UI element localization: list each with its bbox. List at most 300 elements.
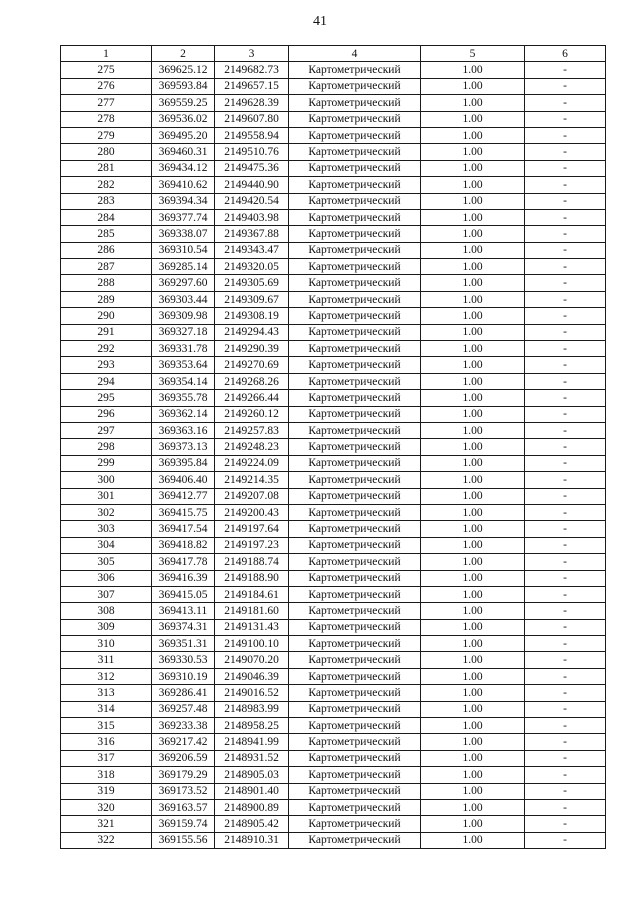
method-cell: Картометрический bbox=[289, 341, 421, 357]
method-cell: Картометрический bbox=[289, 308, 421, 324]
table-row bbox=[61, 439, 606, 455]
description-cell: - bbox=[525, 783, 606, 799]
x-coordinate-cell: 369338.07 bbox=[152, 226, 215, 242]
y-coordinate-cell: 2149257.83 bbox=[215, 422, 289, 438]
description-cell: - bbox=[525, 521, 606, 537]
x-coordinate-cell: 369415.05 bbox=[152, 586, 215, 602]
accuracy-cell: 1.00 bbox=[421, 324, 525, 340]
y-coordinate-cell: 2149188.74 bbox=[215, 554, 289, 570]
method-cell: Картометрический bbox=[289, 718, 421, 734]
table-row bbox=[61, 193, 606, 209]
coordinates-table bbox=[60, 45, 606, 849]
accuracy-cell: 1.00 bbox=[421, 554, 525, 570]
description-cell: - bbox=[525, 324, 606, 340]
x-coordinate-cell: 369395.84 bbox=[152, 455, 215, 471]
method-cell: Картометрический bbox=[289, 455, 421, 471]
x-coordinate-cell: 369173.52 bbox=[152, 783, 215, 799]
y-coordinate-cell: 2148905.42 bbox=[215, 816, 289, 832]
accuracy-cell: 1.00 bbox=[421, 78, 525, 94]
accuracy-cell: 1.00 bbox=[421, 816, 525, 832]
table-row bbox=[61, 144, 606, 160]
point-number-cell: 297 bbox=[61, 422, 152, 438]
point-number-cell: 295 bbox=[61, 390, 152, 406]
x-coordinate-cell: 369410.62 bbox=[152, 177, 215, 193]
accuracy-cell: 1.00 bbox=[421, 127, 525, 143]
description-cell: - bbox=[525, 242, 606, 258]
point-number-cell: 306 bbox=[61, 570, 152, 586]
y-coordinate-cell: 2149100.10 bbox=[215, 636, 289, 652]
x-coordinate-cell: 369179.29 bbox=[152, 767, 215, 783]
x-coordinate-cell: 369285.14 bbox=[152, 259, 215, 275]
point-number-cell: 320 bbox=[61, 799, 152, 815]
description-cell: - bbox=[525, 95, 606, 111]
x-coordinate-cell: 369331.78 bbox=[152, 341, 215, 357]
y-coordinate-cell: 2149403.98 bbox=[215, 209, 289, 225]
description-cell: - bbox=[525, 832, 606, 848]
x-coordinate-cell: 369416.39 bbox=[152, 570, 215, 586]
x-coordinate-cell: 369309.98 bbox=[152, 308, 215, 324]
point-number-cell: 318 bbox=[61, 767, 152, 783]
method-cell: Картометрический bbox=[289, 816, 421, 832]
point-number-cell: 277 bbox=[61, 95, 152, 111]
x-coordinate-cell: 369206.59 bbox=[152, 750, 215, 766]
point-number-cell: 312 bbox=[61, 668, 152, 684]
method-cell: Картометрический bbox=[289, 422, 421, 438]
point-number-cell: 299 bbox=[61, 455, 152, 471]
y-coordinate-cell: 2149260.12 bbox=[215, 406, 289, 422]
description-cell: - bbox=[525, 504, 606, 520]
x-coordinate-cell: 369412.77 bbox=[152, 488, 215, 504]
point-number-cell: 314 bbox=[61, 701, 152, 717]
y-coordinate-cell: 2148910.31 bbox=[215, 832, 289, 848]
description-cell: - bbox=[525, 750, 606, 766]
description-cell: - bbox=[525, 701, 606, 717]
accuracy-cell: 1.00 bbox=[421, 750, 525, 766]
description-cell: - bbox=[525, 799, 606, 815]
table-row bbox=[61, 177, 606, 193]
method-cell: Картометрический bbox=[289, 767, 421, 783]
table-row bbox=[61, 357, 606, 373]
x-coordinate-cell: 369593.84 bbox=[152, 78, 215, 94]
accuracy-cell: 1.00 bbox=[421, 734, 525, 750]
accuracy-cell: 1.00 bbox=[421, 177, 525, 193]
description-cell: - bbox=[525, 422, 606, 438]
method-cell: Картометрический bbox=[289, 177, 421, 193]
method-cell: Картометрический bbox=[289, 209, 421, 225]
description-cell: - bbox=[525, 308, 606, 324]
accuracy-cell: 1.00 bbox=[421, 718, 525, 734]
x-coordinate-cell: 369413.11 bbox=[152, 603, 215, 619]
method-cell: Картометрический bbox=[289, 127, 421, 143]
point-number-cell: 290 bbox=[61, 308, 152, 324]
y-coordinate-cell: 2149367.88 bbox=[215, 226, 289, 242]
x-coordinate-cell: 369406.40 bbox=[152, 472, 215, 488]
method-cell: Картометрический bbox=[289, 160, 421, 176]
y-coordinate-cell: 2149305.69 bbox=[215, 275, 289, 291]
description-cell: - bbox=[525, 127, 606, 143]
accuracy-cell: 1.00 bbox=[421, 275, 525, 291]
accuracy-cell: 1.00 bbox=[421, 832, 525, 848]
description-cell: - bbox=[525, 390, 606, 406]
x-coordinate-cell: 369417.54 bbox=[152, 521, 215, 537]
method-cell: Картометрический bbox=[289, 783, 421, 799]
x-coordinate-cell: 369417.78 bbox=[152, 554, 215, 570]
description-cell: - bbox=[525, 275, 606, 291]
description-cell: - bbox=[525, 439, 606, 455]
method-cell: Картометрический bbox=[289, 619, 421, 635]
method-cell: Картометрический bbox=[289, 78, 421, 94]
x-coordinate-cell: 369377.74 bbox=[152, 209, 215, 225]
point-number-cell: 286 bbox=[61, 242, 152, 258]
method-cell: Картометрический bbox=[289, 259, 421, 275]
description-cell: - bbox=[525, 111, 606, 127]
accuracy-cell: 1.00 bbox=[421, 570, 525, 586]
description-cell: - bbox=[525, 488, 606, 504]
table-row bbox=[61, 685, 606, 701]
x-coordinate-cell: 369415.75 bbox=[152, 504, 215, 520]
accuracy-cell: 1.00 bbox=[421, 537, 525, 553]
y-coordinate-cell: 2149046.39 bbox=[215, 668, 289, 684]
accuracy-cell: 1.00 bbox=[421, 422, 525, 438]
point-number-cell: 296 bbox=[61, 406, 152, 422]
accuracy-cell: 1.00 bbox=[421, 701, 525, 717]
table-row bbox=[61, 341, 606, 357]
x-coordinate-cell: 369310.19 bbox=[152, 668, 215, 684]
accuracy-cell: 1.00 bbox=[421, 242, 525, 258]
description-cell: - bbox=[525, 586, 606, 602]
y-coordinate-cell: 2149266.44 bbox=[215, 390, 289, 406]
x-coordinate-cell: 369625.12 bbox=[152, 62, 215, 78]
accuracy-cell: 1.00 bbox=[421, 603, 525, 619]
accuracy-cell: 1.00 bbox=[421, 472, 525, 488]
point-number-cell: 294 bbox=[61, 373, 152, 389]
point-number-cell: 301 bbox=[61, 488, 152, 504]
column-header: 2 bbox=[152, 46, 215, 62]
accuracy-cell: 1.00 bbox=[421, 521, 525, 537]
point-number-cell: 278 bbox=[61, 111, 152, 127]
y-coordinate-cell: 2148905.03 bbox=[215, 767, 289, 783]
x-coordinate-cell: 369233.38 bbox=[152, 718, 215, 734]
x-coordinate-cell: 369257.48 bbox=[152, 701, 215, 717]
description-cell: - bbox=[525, 472, 606, 488]
method-cell: Картометрический bbox=[289, 472, 421, 488]
method-cell: Картометрический bbox=[289, 701, 421, 717]
description-cell: - bbox=[525, 718, 606, 734]
y-coordinate-cell: 2149197.64 bbox=[215, 521, 289, 537]
x-coordinate-cell: 369310.54 bbox=[152, 242, 215, 258]
method-cell: Картометрический bbox=[289, 144, 421, 160]
point-number-cell: 291 bbox=[61, 324, 152, 340]
accuracy-cell: 1.00 bbox=[421, 636, 525, 652]
point-number-cell: 317 bbox=[61, 750, 152, 766]
y-coordinate-cell: 2149628.39 bbox=[215, 95, 289, 111]
y-coordinate-cell: 2148931.52 bbox=[215, 750, 289, 766]
method-cell: Картометрический bbox=[289, 275, 421, 291]
description-cell: - bbox=[525, 341, 606, 357]
table-row bbox=[61, 95, 606, 111]
method-cell: Картометрический bbox=[289, 799, 421, 815]
y-coordinate-cell: 2149475.36 bbox=[215, 160, 289, 176]
method-cell: Картометрический bbox=[289, 685, 421, 701]
y-coordinate-cell: 2149184.61 bbox=[215, 586, 289, 602]
accuracy-cell: 1.00 bbox=[421, 799, 525, 815]
column-header: 4 bbox=[289, 46, 421, 62]
method-cell: Картометрический bbox=[289, 554, 421, 570]
y-coordinate-cell: 2149070.20 bbox=[215, 652, 289, 668]
description-cell: - bbox=[525, 816, 606, 832]
description-cell: - bbox=[525, 78, 606, 94]
x-coordinate-cell: 369355.78 bbox=[152, 390, 215, 406]
point-number-cell: 307 bbox=[61, 586, 152, 602]
point-number-cell: 308 bbox=[61, 603, 152, 619]
method-cell: Картометрический bbox=[289, 373, 421, 389]
x-coordinate-cell: 369353.64 bbox=[152, 357, 215, 373]
x-coordinate-cell: 369434.12 bbox=[152, 160, 215, 176]
table-header-row bbox=[61, 46, 606, 62]
description-cell: - bbox=[525, 373, 606, 389]
column-header: 1 bbox=[61, 46, 152, 62]
table-row bbox=[61, 422, 606, 438]
method-cell: Картометрический bbox=[289, 537, 421, 553]
table-row bbox=[61, 799, 606, 815]
table-row bbox=[61, 373, 606, 389]
method-cell: Картометрический bbox=[289, 291, 421, 307]
accuracy-cell: 1.00 bbox=[421, 406, 525, 422]
point-number-cell: 303 bbox=[61, 521, 152, 537]
table-row bbox=[61, 259, 606, 275]
accuracy-cell: 1.00 bbox=[421, 619, 525, 635]
point-number-cell: 304 bbox=[61, 537, 152, 553]
method-cell: Картометрический bbox=[289, 95, 421, 111]
x-coordinate-cell: 369303.44 bbox=[152, 291, 215, 307]
table-body bbox=[61, 62, 606, 849]
x-coordinate-cell: 369286.41 bbox=[152, 685, 215, 701]
table-row bbox=[61, 455, 606, 471]
method-cell: Картометрический bbox=[289, 226, 421, 242]
y-coordinate-cell: 2148941.99 bbox=[215, 734, 289, 750]
accuracy-cell: 1.00 bbox=[421, 226, 525, 242]
method-cell: Картометрический bbox=[289, 652, 421, 668]
table-row bbox=[61, 127, 606, 143]
y-coordinate-cell: 2149294.43 bbox=[215, 324, 289, 340]
y-coordinate-cell: 2149214.35 bbox=[215, 472, 289, 488]
y-coordinate-cell: 2149200.43 bbox=[215, 504, 289, 520]
table-row bbox=[61, 750, 606, 766]
y-coordinate-cell: 2149607.80 bbox=[215, 111, 289, 127]
point-number-cell: 288 bbox=[61, 275, 152, 291]
table-row bbox=[61, 406, 606, 422]
description-cell: - bbox=[525, 357, 606, 373]
point-number-cell: 302 bbox=[61, 504, 152, 520]
point-number-cell: 281 bbox=[61, 160, 152, 176]
accuracy-cell: 1.00 bbox=[421, 357, 525, 373]
method-cell: Картометрический bbox=[289, 636, 421, 652]
method-cell: Картометрический bbox=[289, 521, 421, 537]
point-number-cell: 276 bbox=[61, 78, 152, 94]
method-cell: Картометрический bbox=[289, 603, 421, 619]
table-row bbox=[61, 783, 606, 799]
description-cell: - bbox=[525, 406, 606, 422]
method-cell: Картометрический bbox=[289, 242, 421, 258]
description-cell: - bbox=[525, 734, 606, 750]
accuracy-cell: 1.00 bbox=[421, 652, 525, 668]
description-cell: - bbox=[525, 570, 606, 586]
table-row bbox=[61, 111, 606, 127]
description-cell: - bbox=[525, 652, 606, 668]
point-number-cell: 321 bbox=[61, 816, 152, 832]
x-coordinate-cell: 369159.74 bbox=[152, 816, 215, 832]
accuracy-cell: 1.00 bbox=[421, 259, 525, 275]
point-number-cell: 319 bbox=[61, 783, 152, 799]
description-cell: - bbox=[525, 603, 606, 619]
table-row bbox=[61, 636, 606, 652]
method-cell: Картометрический bbox=[289, 750, 421, 766]
point-number-cell: 279 bbox=[61, 127, 152, 143]
table-row bbox=[61, 570, 606, 586]
point-number-cell: 283 bbox=[61, 193, 152, 209]
point-number-cell: 316 bbox=[61, 734, 152, 750]
accuracy-cell: 1.00 bbox=[421, 455, 525, 471]
description-cell: - bbox=[525, 554, 606, 570]
table-row bbox=[61, 275, 606, 291]
method-cell: Картометрический bbox=[289, 357, 421, 373]
x-coordinate-cell: 369217.42 bbox=[152, 734, 215, 750]
y-coordinate-cell: 2149248.23 bbox=[215, 439, 289, 455]
y-coordinate-cell: 2149510.76 bbox=[215, 144, 289, 160]
table-row bbox=[61, 554, 606, 570]
accuracy-cell: 1.00 bbox=[421, 160, 525, 176]
x-coordinate-cell: 369155.56 bbox=[152, 832, 215, 848]
y-coordinate-cell: 2149420.54 bbox=[215, 193, 289, 209]
method-cell: Картометрический bbox=[289, 586, 421, 602]
accuracy-cell: 1.00 bbox=[421, 144, 525, 160]
description-cell: - bbox=[525, 291, 606, 307]
method-cell: Картометрический bbox=[289, 488, 421, 504]
x-coordinate-cell: 369559.25 bbox=[152, 95, 215, 111]
y-coordinate-cell: 2149188.90 bbox=[215, 570, 289, 586]
table-row bbox=[61, 226, 606, 242]
table-row bbox=[61, 619, 606, 635]
table-row bbox=[61, 488, 606, 504]
point-number-cell: 292 bbox=[61, 341, 152, 357]
method-cell: Картометрический bbox=[289, 390, 421, 406]
description-cell: - bbox=[525, 619, 606, 635]
y-coordinate-cell: 2149440.90 bbox=[215, 177, 289, 193]
description-cell: - bbox=[525, 537, 606, 553]
point-number-cell: 280 bbox=[61, 144, 152, 160]
description-cell: - bbox=[525, 144, 606, 160]
table-row bbox=[61, 160, 606, 176]
table-row bbox=[61, 668, 606, 684]
table-row bbox=[61, 291, 606, 307]
table-row bbox=[61, 504, 606, 520]
table-row bbox=[61, 586, 606, 602]
point-number-cell: 313 bbox=[61, 685, 152, 701]
y-coordinate-cell: 2149270.69 bbox=[215, 357, 289, 373]
y-coordinate-cell: 2149268.26 bbox=[215, 373, 289, 389]
accuracy-cell: 1.00 bbox=[421, 111, 525, 127]
point-number-cell: 289 bbox=[61, 291, 152, 307]
accuracy-cell: 1.00 bbox=[421, 95, 525, 111]
y-coordinate-cell: 2148983.99 bbox=[215, 701, 289, 717]
y-coordinate-cell: 2149309.67 bbox=[215, 291, 289, 307]
y-coordinate-cell: 2149558.94 bbox=[215, 127, 289, 143]
method-cell: Картометрический bbox=[289, 832, 421, 848]
x-coordinate-cell: 369362.14 bbox=[152, 406, 215, 422]
accuracy-cell: 1.00 bbox=[421, 209, 525, 225]
y-coordinate-cell: 2149181.60 bbox=[215, 603, 289, 619]
accuracy-cell: 1.00 bbox=[421, 668, 525, 684]
table-row bbox=[61, 390, 606, 406]
y-coordinate-cell: 2149682.73 bbox=[215, 62, 289, 78]
x-coordinate-cell: 369351.31 bbox=[152, 636, 215, 652]
description-cell: - bbox=[525, 767, 606, 783]
method-cell: Картометрический bbox=[289, 406, 421, 422]
method-cell: Картометрический bbox=[289, 193, 421, 209]
method-cell: Картометрический bbox=[289, 504, 421, 520]
point-number-cell: 284 bbox=[61, 209, 152, 225]
table-row bbox=[61, 308, 606, 324]
description-cell: - bbox=[525, 455, 606, 471]
column-header: 3 bbox=[215, 46, 289, 62]
accuracy-cell: 1.00 bbox=[421, 586, 525, 602]
method-cell: Картометрический bbox=[289, 111, 421, 127]
description-cell: - bbox=[525, 259, 606, 275]
table-row bbox=[61, 242, 606, 258]
table-row bbox=[61, 767, 606, 783]
accuracy-cell: 1.00 bbox=[421, 685, 525, 701]
description-cell: - bbox=[525, 209, 606, 225]
x-coordinate-cell: 369536.02 bbox=[152, 111, 215, 127]
point-number-cell: 285 bbox=[61, 226, 152, 242]
table-row bbox=[61, 537, 606, 553]
x-coordinate-cell: 369460.31 bbox=[152, 144, 215, 160]
method-cell: Картометрический bbox=[289, 324, 421, 340]
point-number-cell: 282 bbox=[61, 177, 152, 193]
accuracy-cell: 1.00 bbox=[421, 390, 525, 406]
column-header: 6 bbox=[525, 46, 606, 62]
accuracy-cell: 1.00 bbox=[421, 767, 525, 783]
description-cell: - bbox=[525, 160, 606, 176]
accuracy-cell: 1.00 bbox=[421, 291, 525, 307]
method-cell: Картометрический bbox=[289, 570, 421, 586]
x-coordinate-cell: 369363.16 bbox=[152, 422, 215, 438]
y-coordinate-cell: 2149224.09 bbox=[215, 455, 289, 471]
accuracy-cell: 1.00 bbox=[421, 439, 525, 455]
accuracy-cell: 1.00 bbox=[421, 308, 525, 324]
y-coordinate-cell: 2149320.05 bbox=[215, 259, 289, 275]
description-cell: - bbox=[525, 636, 606, 652]
description-cell: - bbox=[525, 193, 606, 209]
y-coordinate-cell: 2149308.19 bbox=[215, 308, 289, 324]
method-cell: Картометрический bbox=[289, 439, 421, 455]
x-coordinate-cell: 369327.18 bbox=[152, 324, 215, 340]
table-row bbox=[61, 652, 606, 668]
method-cell: Картометрический bbox=[289, 734, 421, 750]
x-coordinate-cell: 369354.14 bbox=[152, 373, 215, 389]
table-row bbox=[61, 832, 606, 848]
table-row bbox=[61, 701, 606, 717]
table-row bbox=[61, 324, 606, 340]
y-coordinate-cell: 2149657.15 bbox=[215, 78, 289, 94]
point-number-cell: 311 bbox=[61, 652, 152, 668]
x-coordinate-cell: 369163.57 bbox=[152, 799, 215, 815]
x-coordinate-cell: 369495.20 bbox=[152, 127, 215, 143]
accuracy-cell: 1.00 bbox=[421, 783, 525, 799]
table-row bbox=[61, 209, 606, 225]
y-coordinate-cell: 2149131.43 bbox=[215, 619, 289, 635]
point-number-cell: 305 bbox=[61, 554, 152, 570]
